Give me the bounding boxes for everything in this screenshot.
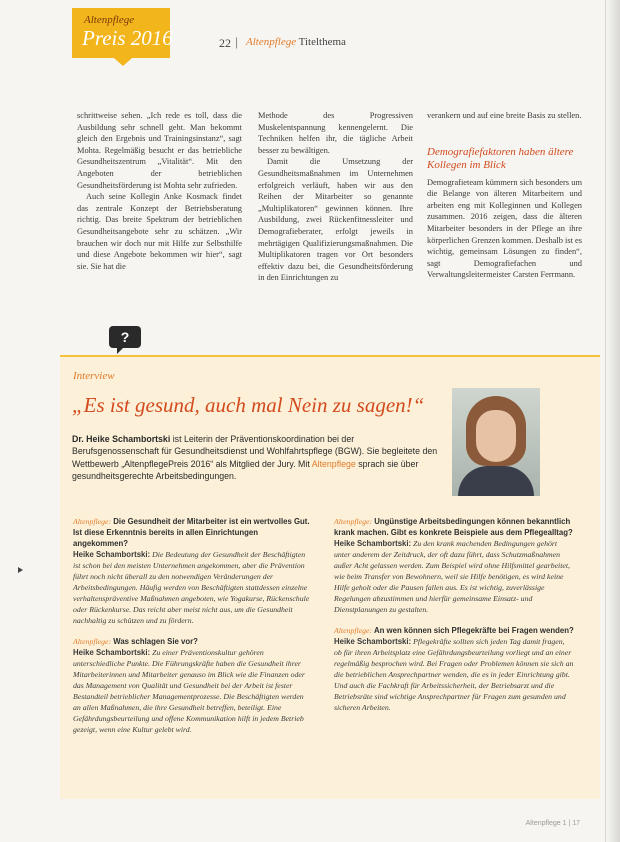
page-footer: Altenpflege 1 | 17 xyxy=(525,820,580,827)
answer-speaker: Heike Schambortski: xyxy=(73,648,151,657)
answer-text: Zu einer Präventionskultur gehören unterschiedliche Punkte. Die Führungskräfte haben die Gesundheit ihrer Mitarbeiterinnen und Mitarbeiter genauso im Blick wie die Finanzen oder das Management von Qualität und Gesundheit bei der Arbeit ist fester Bestandteil betrieblicher Managementprozesse. Die Beschäftigten werden an allen Maßnahmen, die ihre Gesundheit betreffen, beteiligt. Eine Gefährdungsbeurteilung und offene Kommunikation hilft in jedem Betrieb gezeigt, wenn eine Kultur gelebt wird. xyxy=(73,648,305,734)
paragraph: schrittweise sehen. „Ich rede es toll, dass die Ausbildung sehr schnell geht. Man bekommt gleich den Ergebnis und Trainingsinstanz“, sagt Mohta. Regelmäßig besucht er das betriebliche Gesundheitszentrum „Vitalität“. Mit den Angeboten der betrieblichen Gesundheitsförderung ist Mohta sehr zufrieden. xyxy=(77,111,242,190)
question xyxy=(73,636,313,647)
question xyxy=(73,516,313,549)
qa-block xyxy=(334,625,574,713)
paragraph: Methode des Progressiven Muskelentspannung kennengelernt. Die Techniken helfen ihr, die tägliche Arbeit besser zu bewältigen. xyxy=(258,111,413,155)
interview-column-left xyxy=(73,516,313,745)
answer xyxy=(73,549,313,626)
subheading: Demografiefaktoren haben ältere Kollegen im Blick xyxy=(427,145,574,171)
paragraph: verankern und auf eine breite Basis zu stellen. xyxy=(427,111,582,120)
question xyxy=(334,516,574,538)
intro-brand: Altenpflege xyxy=(311,458,356,469)
article-column-3 xyxy=(427,110,582,281)
paragraph: Demografieteam kümmern sich besonders um die Belange von älteren Mitarbeitern und arbeiten eng mit Kolleginnen und Kollegen zusammen. 2016 zeigen, dass die älteren Mitarbeiter besonders in der Pflege an ihre körperlichen Grenzen kommen. Deshalb ist es wichtig, gemeinsam Lösungen zu finden“, sagt Demografiefachen und Verwaltungsleitermeister Carsten Ferrmann. xyxy=(427,177,582,280)
portrait-body xyxy=(458,466,534,496)
answer-speaker: Heike Schambortski: xyxy=(73,550,151,559)
answer xyxy=(334,636,574,713)
header-separator: | xyxy=(235,35,239,49)
section-brand: Altenpflege xyxy=(246,36,297,48)
page-number: 22 xyxy=(219,36,231,50)
answer-text: Pflegekräfte sollten sich jeden Tag damit fragen, ob für ihren Arbeitsplatz eine Gefährdungsbeurteilung vorliegt und an einer regelmäßig besprochen wird. Bei Fragen oder Problemen können sie sich an die betrieblichen Ansprechpartner wenden, die es in jeder Einrichtung gibt. Und auch die Fachkraft für Arbeitssicherheit, der Betriebsarzt und die Betriebsräte sind wichtige Ansprechpartner für Fragen zum gesunden und sicheren Arbeiten. xyxy=(334,637,574,712)
portrait-photo xyxy=(452,388,540,496)
question-brand: Altenpflege: xyxy=(73,637,112,646)
divider-rule xyxy=(60,355,600,357)
paragraph: Damit die Umsetzung der Gesundheitsmaßnahmen im Unternehmen erfolgreich verläuft, haben wir aus den Reihen der Mitarbeiter so genannte „Multiplikatoren“ gewinnen können. Ihre Ausbildung, zwei Rückenfitnessleiter und Demografieberater, erfolgt jeweils in mehrtägigen Qualifizierungsmaßnahmen. Die Multiplikatoren tragen vor Ort besonders effektiv dazu bei, die Gesundheitsförderung in den Einrichtungen zu xyxy=(258,157,413,283)
margin-arrow-icon xyxy=(18,567,23,573)
answer xyxy=(334,538,574,615)
question-text: An wen können sich Pflegekräfte bei Fragen wenden? xyxy=(372,626,574,635)
qa-block xyxy=(334,516,574,615)
answer-text: Zu den krank machenden Bedingungen gehört unter anderem der Zeitdruck, der oft dazu führt, dass Schutzmaßnahmen außer Acht gelassen werden. Zum Beispiel wird ohne Hilfsmittel gearbeitet, wie beim Transfer von Bewohnern, weil sie Hilfe benötigen, es wird keine Hilfe geholt oder die Pausen fallen aus. Es ist wichtig, zuverlässige Regelungen abzustimmen und hierfür gemeinsame Einsatz- und Dienstplanungen zu gestalten. xyxy=(334,539,570,614)
paragraph: Auch seine Kollegin Anke Kosmack findet das zentrale Konzept der Betriebsberatung richtig. Das breite Spektrum der betrieblichen Gesundheitsangebote sehr zu schätzen. „Wir brauchen wir doch nur mit Hilfe zur Selbsthilfe und diese Angebote bekommen wir hier“, sagt sie. Sie hat die xyxy=(77,192,242,271)
award-badge xyxy=(72,8,173,58)
answer-speaker: Heike Schambortski: xyxy=(334,539,412,548)
answer-text: Die Bedeutung der Gesundheit der Beschäftigten ist schon bei den meisten Unternehmen angekommen, aber die Prävention führt noch nicht überall zu den notwendigen Veränderungen der Arbeitsbedingungen. Häufig werden von Beschäftigten stattdessen einzelne verhaltenspräventive Maßnahmen angeboten, wie Yogakurse, Rückenschule oder Rückenkurse. Das reicht aber meist nicht aus, um die Gesundheit nachhaltig zu schützen und zu fördern. xyxy=(73,550,310,625)
badge-title: Altenpflege xyxy=(84,14,135,26)
section-label: Titelthema xyxy=(298,36,346,48)
answer xyxy=(73,647,313,735)
qa-block xyxy=(73,636,313,735)
question-text: Was schlagen Sie vor? xyxy=(111,637,198,646)
interview-column-right xyxy=(334,516,574,723)
portrait-face xyxy=(476,410,516,462)
question-brand: Altenpflege: xyxy=(73,517,112,526)
interview-headline: „Es ist gesund, auch mal Nein zu sagen!“ xyxy=(72,393,425,417)
qa-block xyxy=(73,516,313,626)
page-edge xyxy=(605,0,606,842)
article-column-2 xyxy=(258,110,413,284)
article-column-1 xyxy=(77,110,242,272)
interview-intro xyxy=(72,433,442,483)
question-text: Ungünstige Arbeitsbedingungen können bekanntlich krank machen. Gibt es konkrete Beispiele aus dem Pflegealltag? xyxy=(334,517,573,537)
section-title xyxy=(246,36,346,48)
intro-text: sprach sie über gesundheitsgerechte Arbeitsbedingungen. xyxy=(72,458,419,482)
question-text: Die Gesundheit der Mitarbeiter ist ein wertvolles Gut. Ist diese Erkenntnis bereits in allen Einrichtungen angekommen? xyxy=(73,517,310,548)
question-brand: Altenpflege: xyxy=(334,626,373,635)
interview-kicker: Interview xyxy=(73,370,115,382)
question xyxy=(334,625,574,636)
intro-text: ist Leiterin der Präventionskoordination bei der Berufsgenossenschaft für Gesundheitsdienst und Wohlfahrtspflege (BGW). Sie begleitete den Wettbewerb „AltenpflegePreis 2016“ als Mitglied der Jury. Mit xyxy=(72,434,438,469)
intro-name: Dr. Heike Schambortski xyxy=(72,434,171,444)
question-bubble-icon: ? xyxy=(109,326,141,348)
answer-speaker: Heike Schambortski: xyxy=(334,637,412,646)
question-brand: Altenpflege: xyxy=(334,517,373,526)
page-shadow xyxy=(606,0,620,842)
badge-subtitle: Preis 2016 xyxy=(82,26,173,50)
